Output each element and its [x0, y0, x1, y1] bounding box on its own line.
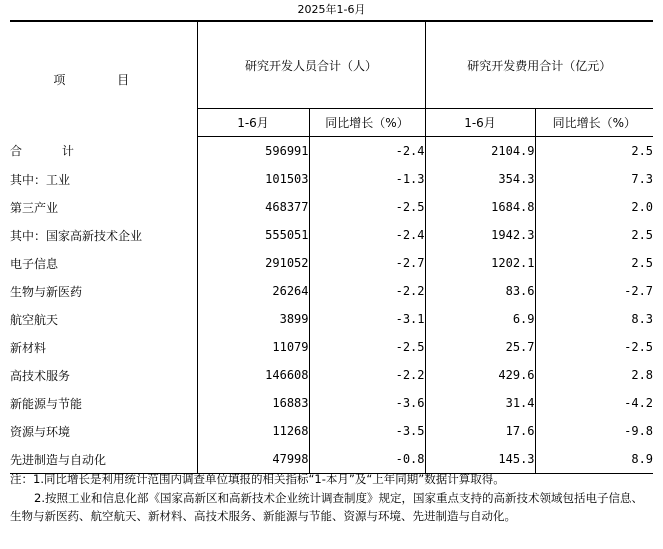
- personnel-value: 26264: [197, 277, 309, 305]
- expense-value: 1202.1: [425, 249, 535, 277]
- expense-period-header: 1-6月: [425, 109, 535, 137]
- table-row: [10, 389, 653, 417]
- table-title: 2025年1-6月: [297, 3, 366, 16]
- rd-personnel-header: 研究开发人员合计（人）: [197, 21, 425, 109]
- row-label: 生物与新医药: [10, 284, 83, 299]
- row-label: 新能源与节能: [10, 396, 83, 411]
- row-label: 航空航天: [10, 312, 59, 327]
- personnel-yoy: -3.5: [309, 417, 425, 445]
- personnel-value: 291052: [197, 249, 309, 277]
- personnel-yoy: -2.5: [309, 333, 425, 361]
- expense-value: 429.6: [425, 361, 535, 389]
- item-column-header: 项 目: [10, 21, 197, 137]
- personnel-yoy-header: 同比增长（%）: [309, 109, 425, 137]
- personnel-value: 101503: [197, 165, 309, 193]
- expense-value: 25.7: [425, 333, 535, 361]
- note-1: 注：1.同比增长是利用统计范围内调查单位填报的相关指标“1-本月”及“上年同期”数据计算取得。: [10, 472, 505, 486]
- expense-value: 17.6: [425, 417, 535, 445]
- rd-expense-header: 研究开发费用合计（亿元）: [425, 21, 653, 109]
- expense-value: 2104.9: [425, 137, 535, 166]
- expense-yoy: -2.5: [535, 333, 653, 361]
- expense-yoy: 2.5: [535, 137, 653, 166]
- personnel-value: 146608: [197, 361, 309, 389]
- table-row: [10, 305, 653, 333]
- row-label: 第三产业: [10, 200, 59, 215]
- expense-value: 6.9: [425, 305, 535, 333]
- table-row: [10, 221, 653, 249]
- personnel-value: 11268: [197, 417, 309, 445]
- table-row: [10, 417, 653, 445]
- expense-yoy: -9.8: [535, 417, 653, 445]
- row-label: 高技术服务: [10, 368, 71, 383]
- personnel-value: 596991: [197, 137, 309, 166]
- personnel-yoy: -3.1: [309, 305, 425, 333]
- personnel-period-header: 1-6月: [197, 109, 309, 137]
- expense-yoy: 2.8: [535, 361, 653, 389]
- table-row: [10, 165, 653, 193]
- personnel-value: 47998: [197, 445, 309, 474]
- personnel-value: 468377: [197, 193, 309, 221]
- row-label: 电子信息: [10, 256, 59, 271]
- expense-yoy: 8.3: [535, 305, 653, 333]
- expense-yoy-header: 同比增长（%）: [535, 109, 653, 137]
- row-label: 资源与环境: [10, 424, 71, 439]
- row-label: 新材料: [10, 340, 47, 355]
- table-row: [10, 249, 653, 277]
- personnel-yoy: -2.5: [309, 193, 425, 221]
- row-label: 其中：工业: [10, 172, 71, 187]
- personnel-value: 3899: [197, 305, 309, 333]
- expense-yoy: 2.5: [535, 221, 653, 249]
- row-label: 其中：国家高新技术企业: [10, 228, 143, 243]
- personnel-yoy: -2.7: [309, 249, 425, 277]
- table-row: [10, 361, 653, 389]
- expense-yoy: -2.7: [535, 277, 653, 305]
- row-label: 合 计: [10, 144, 92, 159]
- expense-value: 354.3: [425, 165, 535, 193]
- expense-yoy: 2.0: [535, 193, 653, 221]
- personnel-yoy: -2.2: [309, 277, 425, 305]
- table-row: [10, 277, 653, 305]
- table-notes: [10, 470, 653, 526]
- expense-value: 145.3: [425, 445, 535, 474]
- expense-value: 83.6: [425, 277, 535, 305]
- data-table-wrapper: [10, 20, 653, 474]
- personnel-value: 555051: [197, 221, 309, 249]
- personnel-yoy: -2.4: [309, 137, 425, 166]
- personnel-value: 11079: [197, 333, 309, 361]
- table-row: [10, 193, 653, 221]
- personnel-yoy: -2.2: [309, 361, 425, 389]
- table-row: [10, 333, 653, 361]
- data-table: [10, 20, 653, 474]
- expense-value: 1684.8: [425, 193, 535, 221]
- personnel-yoy: -0.8: [309, 445, 425, 474]
- expense-value: 1942.3: [425, 221, 535, 249]
- personnel-yoy: -3.6: [309, 389, 425, 417]
- expense-yoy: -4.2: [535, 389, 653, 417]
- expense-value: 31.4: [425, 389, 535, 417]
- table-row-total: [10, 137, 653, 166]
- row-label: 先进制造与自动化: [10, 445, 197, 474]
- expense-yoy: 7.3: [535, 165, 653, 193]
- expense-yoy: 2.5: [535, 249, 653, 277]
- expense-yoy: 8.9: [535, 445, 653, 474]
- personnel-yoy: -2.4: [309, 221, 425, 249]
- personnel-value: 16883: [197, 389, 309, 417]
- note-2: 2.按照工业和信息化部《国家高新区和高新技术企业统计调查制度》规定，国家重点支持的高新技术领域包括电子信息、生物与新医药、航空航天、新材料、高技术服务、新能源与节能、资源与环境、先进制造与自动化。: [10, 490, 643, 523]
- personnel-yoy: -1.3: [309, 165, 425, 193]
